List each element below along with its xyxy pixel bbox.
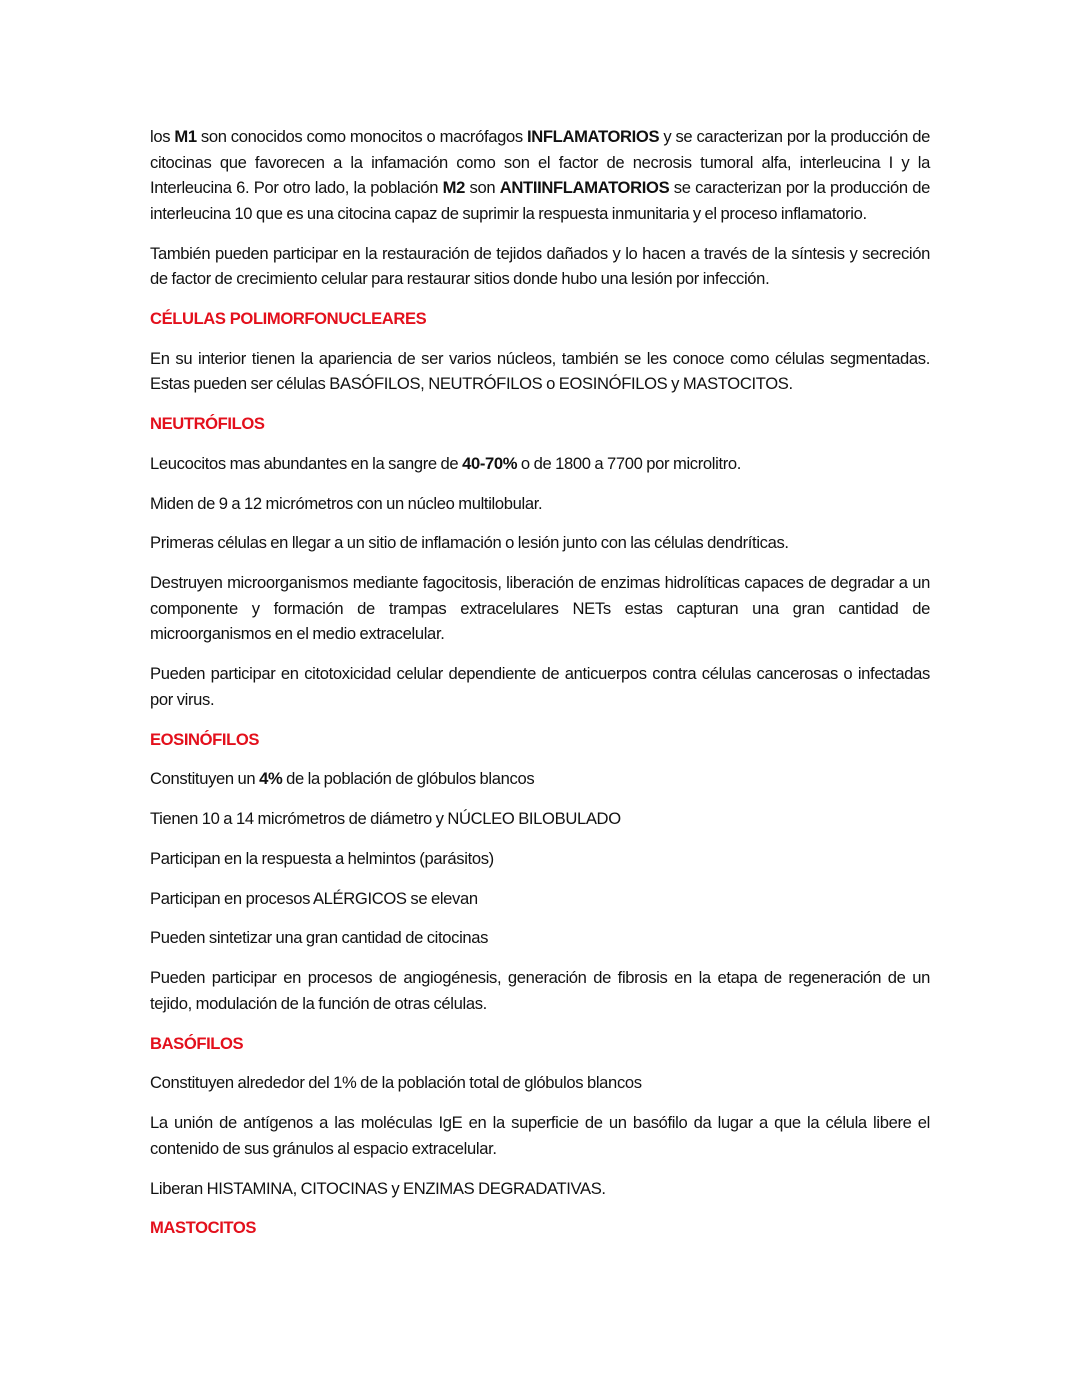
paragraph-neutrofilos-first-responders: Primeras células en llegar a un sitio de inflamación o lesión junto con las células dendríticas. bbox=[150, 533, 789, 553]
bold-term-m2: M2 bbox=[442, 178, 466, 198]
paragraph-eosinofilos-allergic: Participan en procesos ALÉRGICOS se elevan bbox=[150, 888, 478, 908]
bold-percentage: 4% bbox=[259, 769, 283, 789]
section-heading-eosinofilos: EOSINÓFILOS bbox=[150, 729, 260, 749]
bold-term-antiinflamatorios: ANTIINFLAMATORIOS bbox=[499, 178, 670, 198]
bold-term-inflamatorios: INFLAMATORIOS bbox=[526, 127, 660, 146]
paragraph-polimorfonucleares: En su interior tienen la apariencia de ser varios núcleos, también se les conoce como células segmentadas. Estas pueden ser células BASÓFILOS, NEUTRÓFILOS o EOSINÓFILOS y MASTOCITOS. bbox=[150, 348, 930, 394]
text-span: son conocidos como monocitos o macrófagos bbox=[196, 127, 527, 146]
text-span: Constituyen un bbox=[150, 769, 260, 789]
section-heading-neutrofilos: NEUTRÓFILOS bbox=[150, 414, 265, 434]
text-span: se caracterizan por la producción de interleucina 10 que es una citocina capaz de suprimir la respuesta inmunitaria y el proceso inflamatorio. bbox=[150, 178, 930, 223]
bold-percentage: 40-70% bbox=[462, 453, 518, 473]
text-span: de la población de glóbulos blancos bbox=[282, 769, 535, 789]
paragraph-eosinofilos-helminths: Participan en la respuesta a helmintos (parásitos) bbox=[150, 848, 494, 868]
section-heading-mastocitos: MASTOCITOS bbox=[150, 1218, 257, 1238]
section-heading-basofilos: BASÓFILOS bbox=[150, 1033, 244, 1053]
text-span: son bbox=[465, 178, 500, 198]
paragraph-eosinofilos-cytokines: Pueden sintetizar una gran cantidad de citocinas bbox=[150, 928, 489, 948]
paragraph-macrophage-types bbox=[150, 124, 930, 226]
paragraph-basofilos-population: Constituyen alrededor del 1% de la población total de glóbulos blancos bbox=[150, 1073, 642, 1093]
paragraph-neutrofilos-size: Miden de 9 a 12 micrómetros con un núcleo multilobular. bbox=[150, 493, 543, 513]
text-span: Leucocitos mas abundantes en la sangre de bbox=[150, 453, 463, 473]
section-heading-polimorfonucleares: CÉLULAS POLIMORFONUCLEARES bbox=[150, 308, 427, 328]
paragraph-basofilos-ige: La unión de antígenos a las moléculas IgE en la superficie de un basófilo da lugar a que la célula libere el contenido de sus gránulos al espacio extracelular. bbox=[150, 1113, 930, 1158]
paragraph-basofilos-release: Liberan HISTAMINA, CITOCINAS y ENZIMAS DEGRADATIVAS. bbox=[150, 1178, 606, 1198]
text-span: o de 1800 a 7700 por microlitro. bbox=[517, 453, 742, 473]
document-page bbox=[150, 124, 930, 1255]
paragraph-tissue-restoration: También pueden participar en la restauración de tejidos dañados y lo hacen a través de la síntesis y secreción de factor de crecimiento celular para restaurar sitios donde hubo una lesión por infección. bbox=[150, 243, 930, 289]
paragraph-eosinofilos-size: Tienen 10 a 14 micrómetros de diámetro y NÚCLEO BILOBULADO bbox=[150, 809, 621, 829]
paragraph-neutrofilos-cytotoxicity: Pueden participar en citotoxicidad celular dependiente de anticuerpos contra células cancerosas o infectadas por virus. bbox=[150, 664, 930, 709]
paragraph-neutrofilos-abundance bbox=[150, 451, 930, 477]
paragraph-eosinofilos-angiogenesis: Pueden participar en procesos de angiogénesis, generación de fibrosis en la etapa de regeneración de un tejido, modulación de la función de otras células. bbox=[150, 968, 930, 1013]
paragraph-neutrofilos-mechanisms: Destruyen microorganismos mediante fagocitosis, liberación de enzimas hidrolíticas capaces de degradar a un componente y formación de trampas extracelulares NETs estas capturan una gran cantidad de microorganismos en el medio extracelular. bbox=[150, 573, 930, 644]
paragraph-eosinofilos-population bbox=[150, 766, 930, 792]
text-span: y se caracterizan por la producción de citocinas que favorecen a la infamación como son el factor de necrosis tumoral alfa, interleucina I y la Interleucina 6. Por otro lado, la población bbox=[150, 127, 930, 198]
text-span: los bbox=[150, 127, 175, 146]
bold-term-m1: M1 bbox=[174, 127, 197, 146]
